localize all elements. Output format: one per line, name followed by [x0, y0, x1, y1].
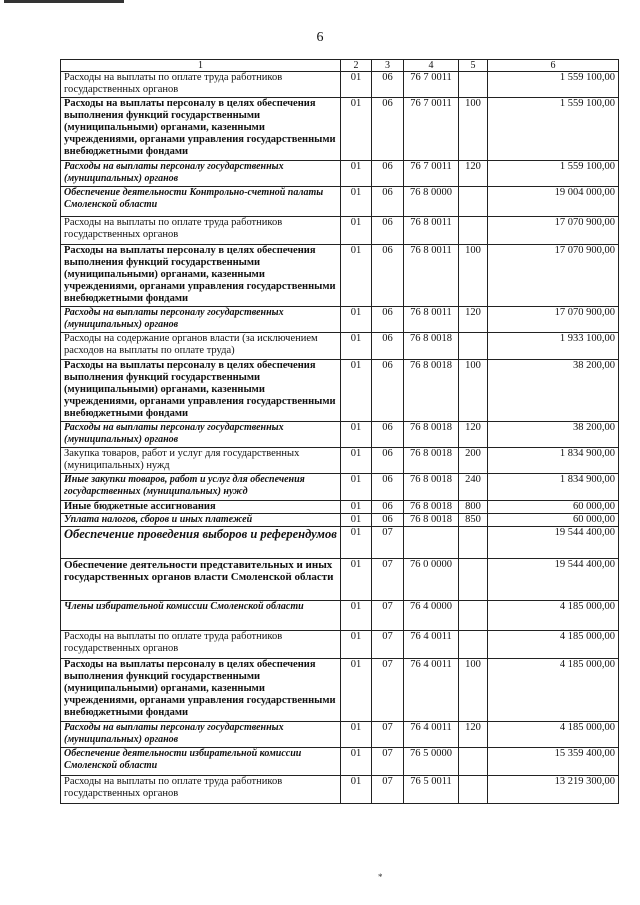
table-row: [61, 448, 619, 474]
subsection-code-cell: 07: [372, 776, 404, 804]
expense-name-cell: Расходы на выплаты персоналу государственных (муниципальных) органов: [61, 161, 341, 187]
subsection-code-cell: 06: [372, 422, 404, 448]
expense-type-cell: 800: [459, 501, 488, 514]
header-col-4: 4: [404, 60, 459, 72]
amount-cell: 38 200,00: [488, 360, 619, 422]
header-row: [61, 60, 619, 72]
expense-name-cell: Обеспечение деятельности представительных и иных государственных органов власти Смоленской области: [61, 559, 341, 601]
header-col-2: 2: [341, 60, 372, 72]
expense-type-cell: 200: [459, 448, 488, 474]
section-code-cell: 01: [341, 474, 372, 501]
amount-cell: 17 070 900,00: [488, 245, 619, 307]
section-code-cell: 01: [341, 217, 372, 245]
section-code-cell: 01: [341, 360, 372, 422]
expense-name-cell: Расходы на выплаты по оплате труда работников государственных органов: [61, 217, 341, 245]
expense-type-cell: [459, 187, 488, 217]
section-code-cell: 01: [341, 559, 372, 601]
header-col-1: 1: [61, 60, 341, 72]
section-code-cell: 01: [341, 448, 372, 474]
target-article-cell: 76 8 0018: [404, 360, 459, 422]
table-row: [61, 501, 619, 514]
target-article-cell: 76 4 0011: [404, 722, 459, 748]
target-article-cell: 76 8 0018: [404, 422, 459, 448]
table-row: [61, 333, 619, 360]
expense-type-cell: 100: [459, 245, 488, 307]
target-article-cell: 76 7 0011: [404, 98, 459, 161]
amount-cell: 4 185 000,00: [488, 601, 619, 631]
amount-cell: 1 559 100,00: [488, 72, 619, 98]
expense-name-cell: Обеспечение деятельности Контрольно-счетной палаты Смоленской области: [61, 187, 341, 217]
target-article-cell: 76 5 0000: [404, 748, 459, 776]
section-code-cell: 01: [341, 659, 372, 722]
table-row: [61, 72, 619, 98]
expense-type-cell: 120: [459, 307, 488, 333]
expense-type-cell: [459, 72, 488, 98]
expense-name-cell: Расходы на выплаты персоналу в целях обеспечения выполнения функций государственными (муниципальными) органами, казенными учреждениями, органами управления государственными внебюджетными фондами: [61, 245, 341, 307]
amount-cell: 4 185 000,00: [488, 659, 619, 722]
table-row: [61, 559, 619, 601]
subsection-code-cell: 07: [372, 659, 404, 722]
expense-type-cell: 120: [459, 161, 488, 187]
expense-type-cell: [459, 333, 488, 360]
section-code-cell: 01: [341, 72, 372, 98]
target-article-cell: 76 8 0011: [404, 307, 459, 333]
subsection-code-cell: 06: [372, 501, 404, 514]
target-article-cell: 76 8 0018: [404, 501, 459, 514]
subsection-code-cell: 06: [372, 187, 404, 217]
header-col-6: 6: [488, 60, 619, 72]
table-row: [61, 659, 619, 722]
section-code-cell: 01: [341, 98, 372, 161]
expense-name-cell: Расходы на выплаты персоналу государственных (муниципальных) органов: [61, 722, 341, 748]
target-article-cell: 76 7 0011: [404, 72, 459, 98]
amount-cell: 60 000,00: [488, 501, 619, 514]
section-code-cell: 01: [341, 514, 372, 527]
amount-cell: 19 004 000,00: [488, 187, 619, 217]
section-code-cell: 01: [341, 187, 372, 217]
amount-cell: 38 200,00: [488, 422, 619, 448]
subsection-code-cell: 06: [372, 474, 404, 501]
subsection-code-cell: 06: [372, 307, 404, 333]
header-col-5: 5: [459, 60, 488, 72]
expense-type-cell: [459, 631, 488, 659]
expense-name-cell: Расходы на выплаты персоналу государственных (муниципальных) органов: [61, 422, 341, 448]
subsection-code-cell: 07: [372, 601, 404, 631]
target-article-cell: 76 8 0018: [404, 514, 459, 527]
expense-type-cell: [459, 776, 488, 804]
footer-mark: *: [378, 872, 383, 882]
target-article-cell: 76 8 0011: [404, 245, 459, 307]
table-row: [61, 161, 619, 187]
target-article-cell: 76 4 0011: [404, 631, 459, 659]
amount-cell: 19 544 400,00: [488, 559, 619, 601]
table-row: [61, 722, 619, 748]
subsection-code-cell: 06: [372, 514, 404, 527]
section-code-cell: 01: [341, 501, 372, 514]
amount-cell: 1 834 900,00: [488, 474, 619, 501]
amount-cell: 19 544 400,00: [488, 527, 619, 559]
expense-type-cell: 100: [459, 659, 488, 722]
section-code-cell: 01: [341, 161, 372, 187]
expense-type-cell: [459, 559, 488, 601]
expense-name-cell: Расходы на выплаты персоналу в целях обеспечения выполнения функций государственными (муниципальными) органами, казенными учреждениями, органами управления государственными внебюджетными фондами: [61, 98, 341, 161]
target-article-cell: 76 8 0018: [404, 448, 459, 474]
subsection-code-cell: 06: [372, 72, 404, 98]
page-number: 6: [316, 30, 324, 45]
budget-table: [60, 59, 619, 804]
subsection-code-cell: 07: [372, 559, 404, 601]
section-code-cell: 01: [341, 722, 372, 748]
subsection-code-cell: 06: [372, 161, 404, 187]
section-code-cell: 01: [341, 631, 372, 659]
table-row: [61, 217, 619, 245]
amount-cell: 1 834 900,00: [488, 448, 619, 474]
expense-type-cell: [459, 748, 488, 776]
section-code-cell: 01: [341, 422, 372, 448]
amount-cell: 4 185 000,00: [488, 722, 619, 748]
expense-type-cell: [459, 217, 488, 245]
subsection-code-cell: 07: [372, 722, 404, 748]
expense-name-cell: Обеспечение проведения выборов и референдумов: [61, 527, 341, 559]
expense-name-cell: Иные закупки товаров, работ и услуг для обеспечения государственных (муниципальных) нужд: [61, 474, 341, 501]
expense-name-cell: Расходы на выплаты персоналу в целях обеспечения выполнения функций государственными (муниципальными) органами, казенными учреждениями, органами управления государственными внебюджетными фондами: [61, 360, 341, 422]
expense-name-cell: Расходы на выплаты по оплате труда работников государственных органов: [61, 776, 341, 804]
subsection-code-cell: 07: [372, 527, 404, 559]
expense-name-cell: Иные бюджетные ассигнования: [61, 501, 341, 514]
section-code-cell: 01: [341, 776, 372, 804]
amount-cell: 1 933 100,00: [488, 333, 619, 360]
expense-type-cell: [459, 601, 488, 631]
header-col-3: 3: [372, 60, 404, 72]
target-article-cell: 76 7 0011: [404, 161, 459, 187]
expense-type-cell: 850: [459, 514, 488, 527]
amount-cell: 13 219 300,00: [488, 776, 619, 804]
target-article-cell: 76 8 0000: [404, 187, 459, 217]
scan-edge-line: [4, 0, 124, 3]
section-code-cell: 01: [341, 333, 372, 360]
target-article-cell: [404, 527, 459, 559]
table-row: [61, 601, 619, 631]
amount-cell: 4 185 000,00: [488, 631, 619, 659]
section-code-cell: 01: [341, 601, 372, 631]
expense-name-cell: Расходы на выплаты по оплате труда работников государственных органов: [61, 631, 341, 659]
expense-name-cell: Члены избирательной комиссии Смоленской области: [61, 601, 341, 631]
target-article-cell: 76 8 0018: [404, 474, 459, 501]
section-code-cell: 01: [341, 245, 372, 307]
section-code-cell: 01: [341, 527, 372, 559]
table-row: [61, 631, 619, 659]
subsection-code-cell: 06: [372, 448, 404, 474]
subsection-code-cell: 06: [372, 333, 404, 360]
table-row: [61, 98, 619, 161]
subsection-code-cell: 07: [372, 631, 404, 659]
table-row: [61, 422, 619, 448]
expense-type-cell: 100: [459, 360, 488, 422]
expense-name-cell: Расходы на содержание органов власти (за исключением расходов на выплаты по оплате труда): [61, 333, 341, 360]
amount-cell: 1 559 100,00: [488, 98, 619, 161]
target-article-cell: 76 5 0011: [404, 776, 459, 804]
amount-cell: 17 070 900,00: [488, 217, 619, 245]
target-article-cell: 76 4 0011: [404, 659, 459, 722]
expense-name-cell: Расходы на выплаты персоналу в целях обеспечения выполнения функций государственными (муниципальными) органами, казенными учреждениями, органами управления государственными внебюджетными фондами: [61, 659, 341, 722]
expense-type-cell: 120: [459, 422, 488, 448]
expense-type-cell: 240: [459, 474, 488, 501]
target-article-cell: 76 0 0000: [404, 559, 459, 601]
subsection-code-cell: 06: [372, 245, 404, 307]
target-article-cell: 76 8 0018: [404, 333, 459, 360]
subsection-code-cell: 06: [372, 98, 404, 161]
section-code-cell: 01: [341, 748, 372, 776]
table-row: [61, 307, 619, 333]
target-article-cell: 76 4 0000: [404, 601, 459, 631]
expense-name-cell: Расходы на выплаты персоналу государственных (муниципальных) органов: [61, 307, 341, 333]
amount-cell: 1 559 100,00: [488, 161, 619, 187]
table-row: [61, 187, 619, 217]
table-row: [61, 474, 619, 501]
expense-type-cell: 120: [459, 722, 488, 748]
table-row: [61, 245, 619, 307]
expense-type-cell: [459, 527, 488, 559]
expense-type-cell: 100: [459, 98, 488, 161]
table-row: [61, 748, 619, 776]
table-row: [61, 527, 619, 559]
subsection-code-cell: 07: [372, 748, 404, 776]
expense-name-cell: Уплата налогов, сборов и иных платежей: [61, 514, 341, 527]
target-article-cell: 76 8 0011: [404, 217, 459, 245]
expense-name-cell: Расходы на выплаты по оплате труда работников государственных органов: [61, 72, 341, 98]
table-row: [61, 514, 619, 527]
table-row: [61, 360, 619, 422]
table-row: [61, 776, 619, 804]
subsection-code-cell: 06: [372, 360, 404, 422]
amount-cell: 15 359 400,00: [488, 748, 619, 776]
section-code-cell: 01: [341, 307, 372, 333]
amount-cell: 17 070 900,00: [488, 307, 619, 333]
subsection-code-cell: 06: [372, 217, 404, 245]
expense-name-cell: Закупка товаров, работ и услуг для государственных (муниципальных) нужд: [61, 448, 341, 474]
amount-cell: 60 000,00: [488, 514, 619, 527]
table-body: [61, 72, 619, 804]
expense-name-cell: Обеспечение деятельности избирательной комиссии Смоленской области: [61, 748, 341, 776]
